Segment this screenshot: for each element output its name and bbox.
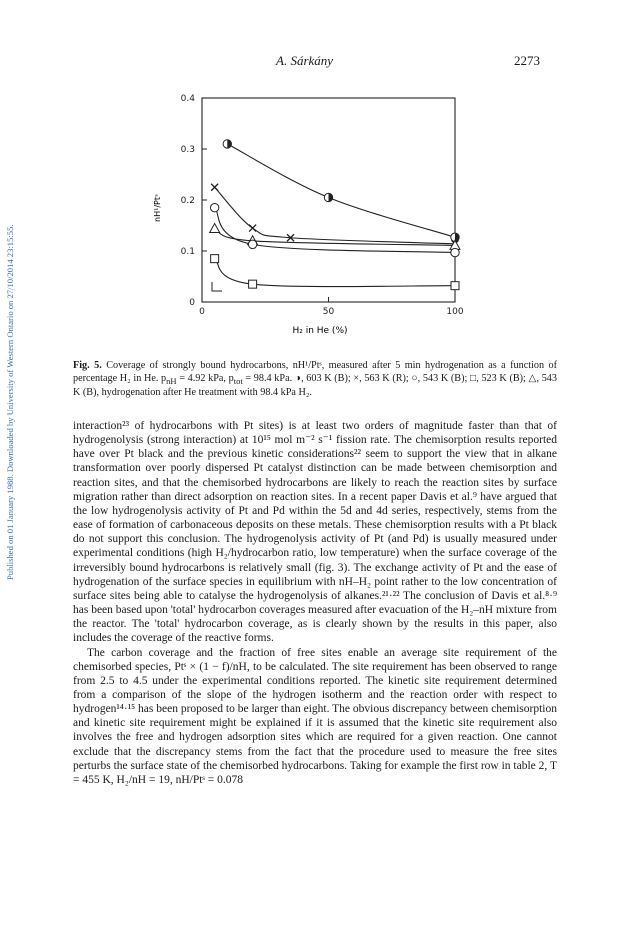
figure-caption — [73, 360, 557, 400]
series-lines — [215, 144, 455, 287]
caption-sub-2: tot — [233, 375, 243, 386]
x-axis-label: H₂ in He (%) — [292, 326, 348, 336]
data-point-open-circle — [451, 248, 459, 256]
running-head — [0, 53, 624, 69]
download-margin-note: Published on 01 January 1988. Downloaded by University of Western Ontario on 27/10/2014 23:15:55. — [5, 224, 15, 580]
caption-text-1: Coverage of strongly bound hydrocarbons, nH¹/Ptˢ, measured after 5 min hydrogenation as a function of percentage H₂ in He. p — [73, 360, 557, 384]
series-markers — [210, 140, 460, 290]
caption-label: Fig. 5. — [73, 360, 102, 371]
y-tick-label: 0.2 — [180, 196, 195, 206]
paragraph-1: interaction²³ of hydrocarbons with Pt sites) is at least two orders of magnitude faster than that of hydrogenolysis (strong interaction) at 10¹⁵ mol m⁻² s⁻¹ fission rate. The chemisorption results reported have over Pt black and the previous kinetic considerations²² seem to support the view that in alkane transformation over poorly dispersed Pt catalyst distinction can be made between chemisorption and reaction sites, and that the chemisorbed hydrocarbons are likely to reach the reaction sites by surface migration rather than direct adsorption on reaction sites. In a recent paper Davis et al.⁹ have argued that the low hydrogenolysis activity of Pt and Pd within the 5d and 4d series, respectively, stems from the ease of formation of carbonaceous deposits on these metals. These chemisorption results with a Pt black do not support this conclusion. The hydrogenolysis activity of Pt (and Pd) is usually measured under experimental conditions (high H₂/hydrocarbon ratio, low temperature) when the surface coverage of the irreversibly bound hydrocarbons is relatively small (fig. 3). The exchange activity of Pt and the ease of hydrogenation of the surface species in equilibrium with nH–H₂ point rather to the low concentration of surface sites being able to catalyse the hydrogenolysis of alkanes.²¹·²² The conclusion of Davis et al.⁸·⁹ has been based upon 'total' hydrocarbon coverages measured after evacuation of the H₂–nH mixture from the reactor. The 'total' hydrocarbon coverage, as is clearly shown by the results in this paper, also includes the coverage of the reactive forms. — [73, 420, 557, 645]
paragraph-2: The carbon coverage and the fraction of free sites enable an average site requirement of the chemisorbed species, Ptˢ × (1 − f)/nH, to be calculated. The site requirement has been observed to range from 2.5 to 4.5 under the experimental conditions reported. The kinetic site requirement determined from a comparison of the slope of the hydrogen isotherm and the reaction order with respect to hydrogen¹⁴·¹⁵ has been proposed to be larger than eight. The obvious discrepancy between chemisorption and kinetic site requirement might be explained if it is assumed that the kinetic site requirement also involves the free and hydrogen adsorption sites which are required for a given reaction. One cannot exclude that the discrepancy stems from the fact that the procedure used to measure the free sites perturbs the surface state of the chemisorbed hydrocarbons. Taking for example the first row in table 2, T = 455 K, H₂/nH = 19, nH/Ptˢ = 0.078 — [73, 646, 557, 786]
data-point-open-circle — [248, 240, 256, 248]
origin-bracket — [212, 282, 222, 291]
x-tick-label: 0 — [199, 307, 205, 317]
caption-text-3: = 98.4 kPa. ◑, 603 K (B); ×, 563 K (R); ○, 543 K (B); □, 523 K (B); △, 543 K (B), hydrogenation after He treatment with 98.4 kPa H₂. — [73, 372, 557, 399]
y-axis-label: nH¹/Ptˢ — [153, 194, 162, 222]
data-point-open-circle — [210, 203, 218, 211]
coverage-chart — [140, 80, 470, 342]
data-point-half-filled-circle — [223, 140, 231, 148]
y-tick-label: 0.4 — [180, 94, 195, 104]
y-tick-label: 0 — [189, 298, 195, 308]
y-tick-label: 0.3 — [180, 145, 195, 155]
data-point-open-square — [211, 255, 219, 263]
data-point-cross — [211, 184, 218, 191]
running-head-author: A. Sárkány — [276, 53, 334, 68]
data-point-cross — [249, 225, 256, 232]
data-point-half-filled-circle — [324, 193, 332, 201]
caption-text-2: = 4.92 kPa, p — [176, 372, 234, 384]
x-tick-label: 50 — [322, 307, 335, 317]
x-axis-ticks — [199, 297, 464, 317]
y-axis-ticks — [181, 94, 207, 308]
x-tick-label: 100 — [446, 307, 464, 317]
page-number: 2273 — [514, 53, 540, 68]
data-point-triangle — [210, 224, 220, 233]
caption-sub-1: nH — [166, 375, 177, 386]
data-point-open-square — [249, 280, 257, 288]
data-point-open-square — [451, 282, 459, 290]
series-line-cross — [215, 187, 455, 244]
series-line-half-filled-circle — [227, 144, 455, 237]
y-tick-label: 0.1 — [180, 247, 195, 257]
body-text — [73, 419, 557, 787]
